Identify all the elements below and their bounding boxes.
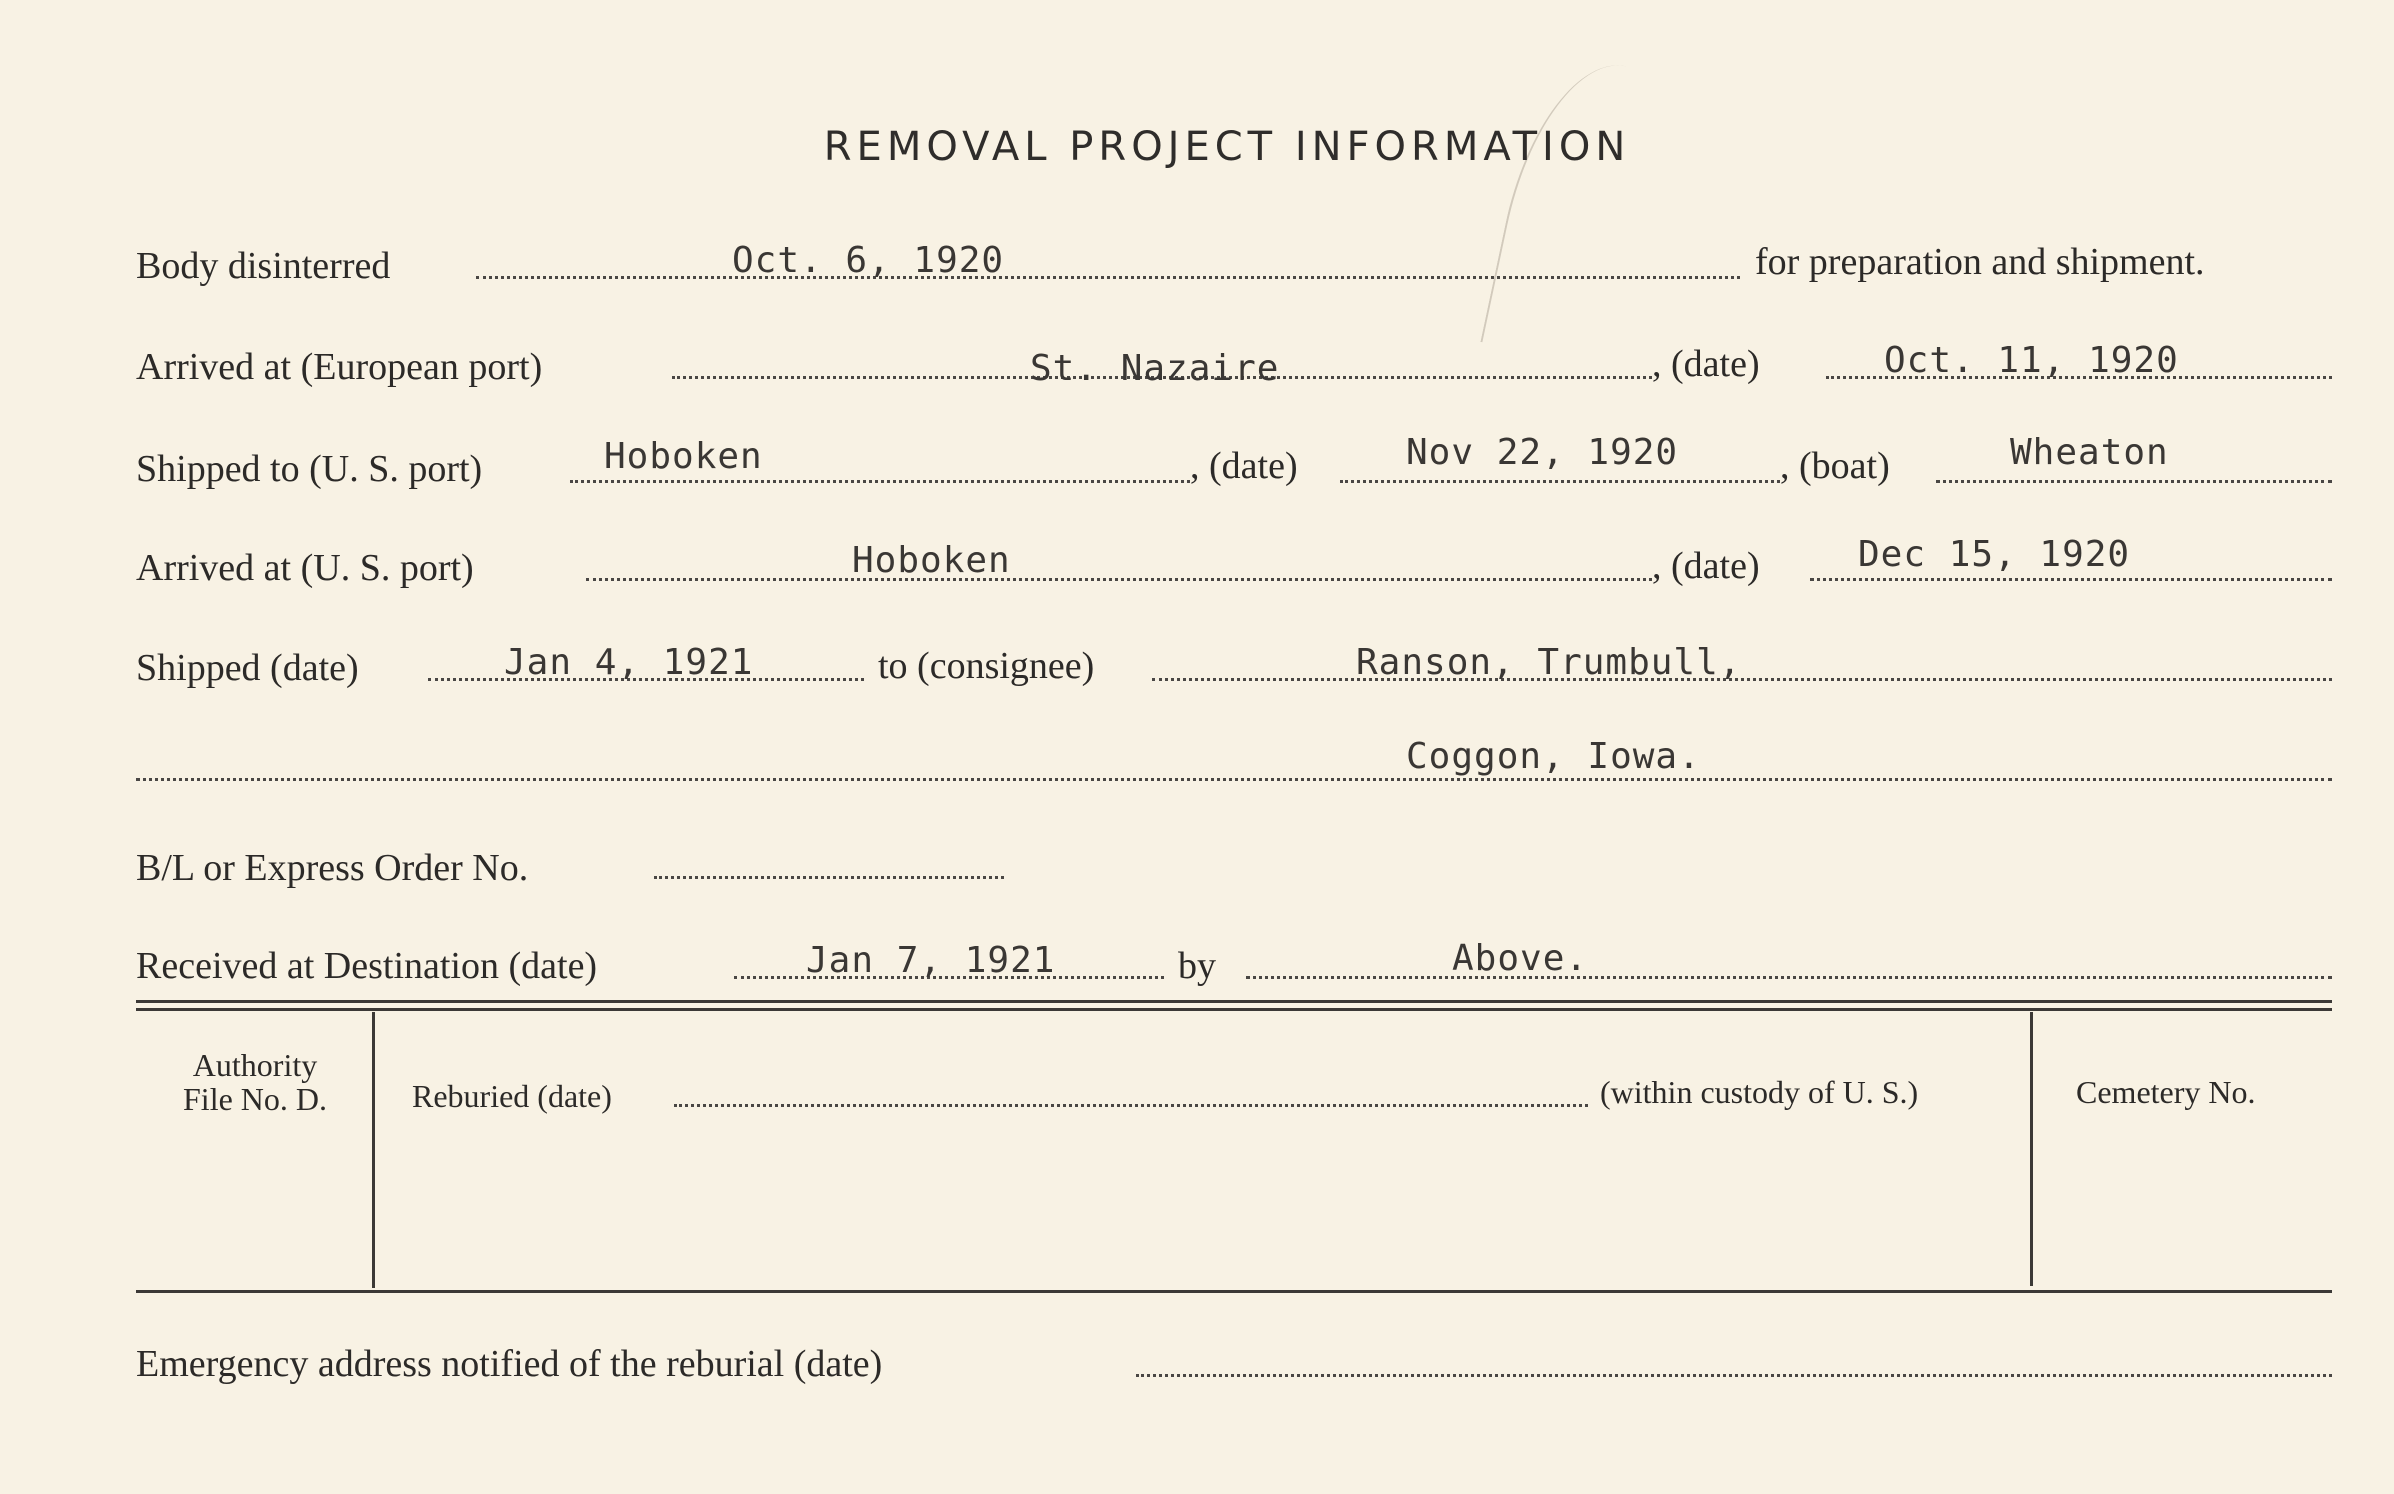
reburied-label: Reburied (date) bbox=[412, 1078, 612, 1114]
consignee-label: to (consignee) bbox=[878, 645, 1095, 687]
consignee-line-2 bbox=[136, 778, 2332, 781]
consignee-line1: Ranson, Trumbull, bbox=[1356, 642, 1742, 683]
arrived-us-date-label: , (date) bbox=[1652, 545, 1760, 587]
authority-line2: File No. D. bbox=[183, 1081, 327, 1117]
arrived-eu-port: St. Nazaire bbox=[1030, 348, 1280, 389]
arrived-eu-date: Oct. 11, 1920 bbox=[1884, 340, 2179, 381]
received-by: Above. bbox=[1452, 938, 1589, 979]
consignee-line bbox=[1152, 678, 2332, 681]
double-rule-top bbox=[136, 1000, 2332, 1003]
shipped-date: Jan 4, 1921 bbox=[504, 642, 754, 683]
shipped-us-boat: Wheaton bbox=[2010, 432, 2169, 473]
arrived-us-line bbox=[586, 578, 1652, 581]
arrived-eu-date-label: , (date) bbox=[1652, 343, 1760, 385]
emergency-label: Emergency address notified of the reburial (date) bbox=[136, 1343, 883, 1385]
disinterred-value: Oct. 6, 1920 bbox=[732, 240, 1005, 281]
received-by-label: by bbox=[1178, 945, 1216, 987]
shipped-us-port: Hoboken bbox=[604, 436, 763, 477]
disinterred-suffix: for preparation and shipment. bbox=[1755, 241, 2205, 283]
shipped-label: Shipped (date) bbox=[136, 647, 359, 689]
bl-label: B/L or Express Order No. bbox=[136, 847, 529, 889]
shipped-us-date-label: , (date) bbox=[1190, 445, 1298, 487]
arrived-us-label: Arrived at (U. S. port) bbox=[136, 547, 474, 589]
shipped-us-label: Shipped to (U. S. port) bbox=[136, 448, 483, 490]
card-crease bbox=[1480, 49, 1681, 372]
disinterred-label: Body disinterred bbox=[136, 245, 391, 287]
received-date: Jan 7, 1921 bbox=[806, 940, 1056, 981]
received-label: Received at Destination (date) bbox=[136, 945, 598, 987]
shipped-us-date-line bbox=[1340, 480, 1780, 483]
double-rule-bottom bbox=[136, 1008, 2332, 1011]
emergency-line bbox=[1136, 1374, 2332, 1377]
consignee-line2: Coggon, Iowa. bbox=[1406, 736, 1701, 777]
shipped-us-line bbox=[570, 480, 1190, 483]
arrived-us-port: Hoboken bbox=[852, 540, 1011, 581]
form-title: REMOVAL PROJECT INFORMATION bbox=[823, 124, 1631, 170]
box-bottom-rule bbox=[136, 1290, 2332, 1293]
authority-line1: Authority bbox=[192, 1047, 318, 1083]
reburied-line bbox=[674, 1104, 1588, 1107]
shipped-us-boat-line bbox=[1936, 480, 2332, 483]
authority-label bbox=[150, 1048, 360, 1116]
received-by-line bbox=[1246, 976, 2332, 979]
box-divider-left bbox=[372, 1012, 375, 1288]
arrived-us-date-line bbox=[1810, 578, 2332, 581]
custody-label: (within custody of U. S.) bbox=[1600, 1074, 1919, 1110]
box-divider-right bbox=[2030, 1012, 2033, 1286]
arrived-us-date: Dec 15, 1920 bbox=[1858, 534, 2131, 575]
cemetery-label: Cemetery No. bbox=[2076, 1074, 2256, 1110]
shipped-us-date: Nov 22, 1920 bbox=[1406, 432, 1679, 473]
arrived-eu-label: Arrived at (European port) bbox=[136, 346, 543, 388]
shipped-us-boat-label: , (boat) bbox=[1780, 445, 1890, 487]
disinterred-line bbox=[476, 276, 1740, 279]
bl-line bbox=[654, 876, 1004, 879]
